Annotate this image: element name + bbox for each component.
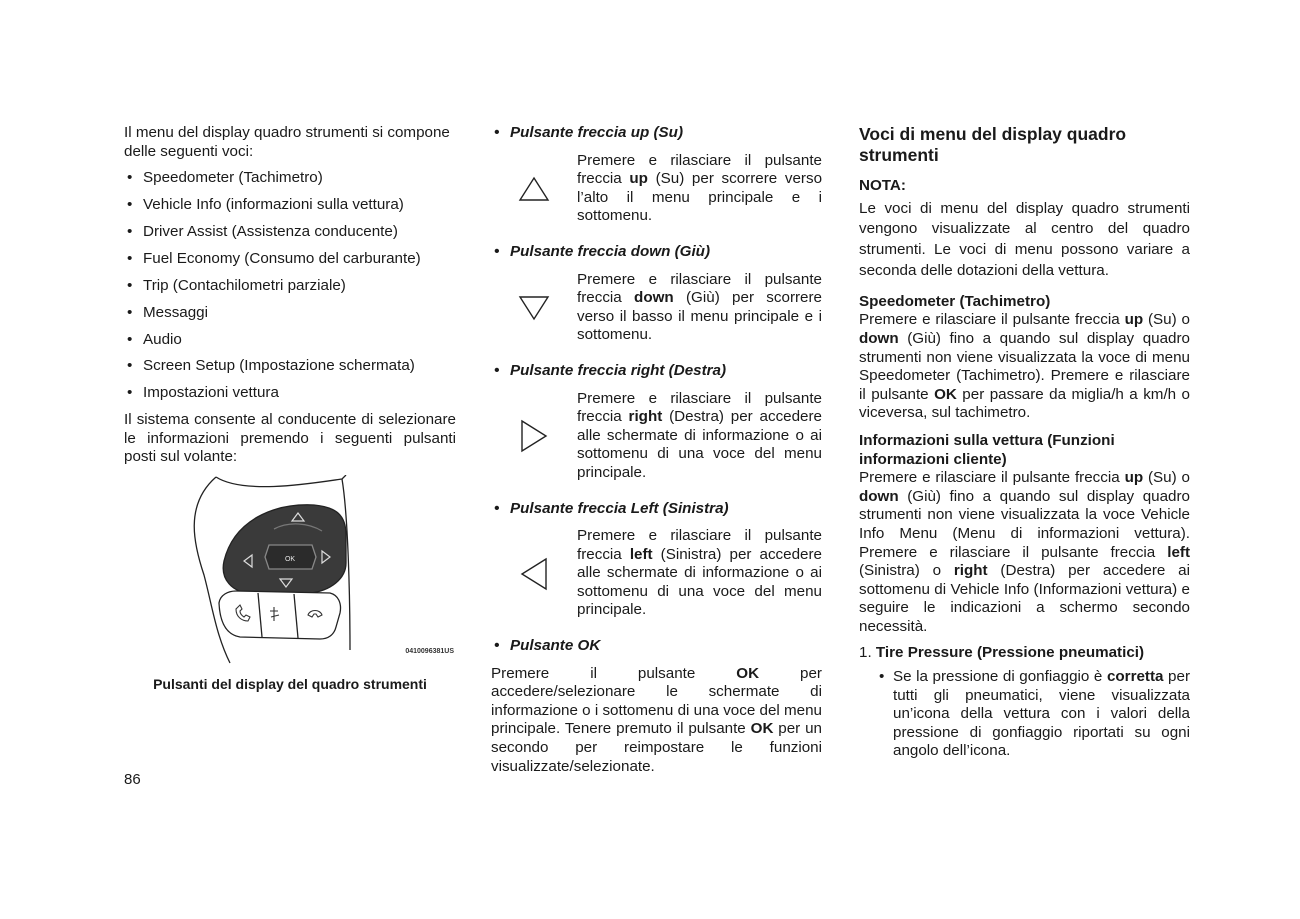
ok-button-desc: Premere il pulsante OK per accedere/selezionare le schermate di informazione o i sottomenu di una voce del menu principale. Tenere premuto il pulsante OK per un secondo per reimpostare le funzioni visualizzate/selezionate.: [491, 664, 822, 775]
right-button-heading: • Pulsante freccia right (Destra): [491, 362, 822, 381]
up-button-block: [491, 152, 822, 226]
speedometer-text: Premere e rilasciare il pulsante freccia up (Su) o down (Giù) fino a quando sul display quadro strumenti non viene visualizzata la voce di menu Speedometer (Tachimetro). Premere e rilasciare il pulsante OK per passare da miglia/h a km/h o viceversa, sul tachimetro.: [859, 311, 1191, 422]
list-item: • Driver Assist (Assistenza conducente): [124, 223, 456, 242]
tire-pressure-heading: 1. Tire Pressure (Pressione pneumatici): [859, 644, 1145, 662]
list-item: • Trip (Contachilometri parziale): [124, 277, 456, 296]
right-button-block: [491, 390, 822, 483]
note-label: NOTA:: [859, 177, 906, 194]
ok-button-label: OK: [284, 555, 296, 563]
list-item: • Speedometer (Tachimetro): [124, 169, 456, 188]
up-button-desc: Premere e rilasciare il pulsante freccia up (Su) per scorrere verso l’alto il menu principale e i sottomenu.: [577, 151, 823, 225]
ok-button-heading: • Pulsante OK: [491, 637, 822, 656]
list-item: • Screen Setup (Impostazione schermata): [124, 357, 456, 376]
left-triangle-icon: [491, 527, 577, 620]
down-button-desc: Premere e rilasciare il pulsante freccia down (Giù) per scorrere verso il basso il menu principale e i sottomenu.: [577, 270, 823, 344]
right-button-desc: Premere e rilasciare il pulsante freccia right (Destra) per accedere alle schermate di informazione o ai sottomenu di una voce del menu principale.: [577, 389, 823, 481]
steering-buttons-intro: Il sistema consente al conducente di selezionare le informazioni premendo i seguenti pulsanti posti sul volante:: [124, 411, 456, 466]
menu-items-list: [124, 169, 456, 403]
menu-intro: Il menu del display quadro strumenti si compone delle seguenti voci:: [124, 124, 450, 160]
right-triangle-icon: [491, 390, 577, 483]
vehicle-info-heading: Informazioni sulla vettura (Funzioni informazioni cliente): [859, 431, 1115, 468]
left-column: [124, 124, 456, 694]
down-button-heading: • Pulsante freccia down (Giù): [491, 243, 822, 262]
page-number: 86: [124, 771, 141, 788]
left-button-block: [491, 527, 822, 620]
left-button-desc: Premere e rilasciare il pulsante freccia left (Sinistra) per accedere alle schermate di informazione o ai sottomenu di una voce del menu principale.: [577, 527, 822, 619]
list-item: • Audio: [124, 331, 456, 350]
steering-wheel-figure: [124, 475, 456, 665]
figure-caption: Pulsanti del display del quadro strumenti: [153, 675, 427, 692]
down-triangle-icon: [491, 271, 577, 345]
up-triangle-icon: [491, 152, 577, 226]
middle-column: [491, 124, 822, 776]
list-item: • Messaggi: [124, 304, 456, 323]
right-column: [859, 124, 1190, 761]
note-text: Le voci di menu del display quadro strumenti vengono visualizzate al centro del quadro strumenti. Le voci di menu possono variare a seconda delle dotazioni della vettura.: [859, 199, 1190, 279]
up-button-heading: • Pulsante freccia up (Su): [491, 124, 822, 143]
list-item: • Impostazioni vettura: [124, 384, 456, 403]
vehicle-info-text: Premere e rilasciare il pulsante freccia up (Su) o down (Giù) fino a quando sul display quadro strumenti non viene visualizzata la voce Vehicle Info Menu (Menu di informazioni vettura). Premere e rilasciare il pulsante freccia left (Sinistra) o right (Destra) per accedere ai sottomenu di Vehicle Info (Informazioni vettura) e seguire le indicazioni a schermo secondo necessità.: [859, 469, 1190, 635]
steering-wheel-illustration: [124, 475, 456, 665]
section-heading: Voci di menu del display quadro strumenti: [859, 124, 1127, 165]
down-button-block: [491, 271, 822, 345]
tire-pressure-text: • Se la pressione di gonfiaggio è corretta per tutti gli pneumatici, viene visualizzata un’icona della vettura con i valori della pressione di gonfiaggio riportati su ogni angolo dell’icona.: [893, 668, 1190, 761]
list-item: • Vehicle Info (informazioni sulla vettura): [124, 196, 456, 215]
figure-code: 0410096381US: [405, 648, 454, 656]
speedometer-heading: Speedometer (Tachimetro): [859, 292, 1051, 310]
list-item: • Fuel Economy (Consumo del carburante): [124, 250, 456, 269]
left-button-heading: • Pulsante freccia Left (Sinistra): [491, 500, 822, 519]
